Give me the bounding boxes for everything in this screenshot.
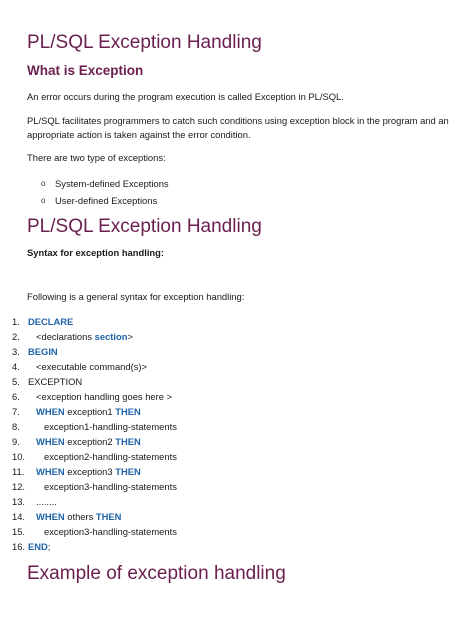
line-number: 1. [12,316,20,327]
code-keyword: WHEN [36,406,65,417]
code-token: > [127,331,133,342]
line-number: 15. [12,526,26,537]
code-token: ; [47,541,51,552]
line-number: 6. [12,391,20,402]
bullet-marker: o [41,179,46,188]
code-text [36,435,141,449]
line-number: 13. [12,496,26,507]
paragraph-description: PL/SQL facilitates programmers to catch such conditions using exception block in the program and an appropriate action is taken against the error condition. [27,115,449,140]
code-text [44,450,177,464]
line-number: 2. [12,331,20,342]
code-text [28,345,58,359]
code-keyword: BEGIN [28,346,58,357]
code-token: exception3 [64,466,116,477]
code-text [36,360,147,374]
line-number: 11. [12,466,25,477]
code-keyword: END [28,541,48,552]
code-token: others [64,511,96,522]
code-token: exception2-handling-statements [44,451,177,462]
section-heading-exception-handling: PL/SQL Exception Handling [27,216,262,237]
code-keyword: WHEN [36,436,65,447]
code-keyword: DECLARE [28,316,74,327]
list-item-text: System-defined Exceptions [55,178,169,189]
line-number: 10. [12,451,26,462]
code-keyword: THEN [115,466,141,477]
code-token: ........ [36,496,57,507]
code-keyword: section [94,331,128,342]
code-token: <declarations [36,331,95,342]
line-number: 4. [12,361,20,372]
line-number: 12. [12,481,26,492]
code-token: <exception handling goes here > [36,391,173,402]
line-number: 16. [12,541,26,552]
code-token: EXCEPTION [28,376,83,387]
line-number: 3. [12,346,20,357]
code-text [36,465,141,479]
code-keyword: WHEN [36,511,65,522]
code-text [36,510,121,524]
code-token: exception1-handling-statements [44,421,177,432]
code-keyword: THEN [115,406,141,417]
bullet-marker: o [41,196,46,205]
code-token: exception3-handling-statements [44,526,177,537]
code-keyword: WHEN [36,466,65,477]
code-text [28,540,50,554]
page-title: PL/SQL Exception Handling [27,32,262,53]
line-number: 5. [12,376,20,387]
list-item-text: User-defined Exceptions [55,195,158,206]
line-number: 9. [12,436,20,447]
code-text [44,420,177,434]
code-token: exception1 [64,406,116,417]
code-text [44,525,177,539]
code-text [36,330,133,344]
code-keyword: THEN [115,436,141,447]
syntax-label: Syntax for exception handling: [27,247,164,258]
code-keyword: THEN [95,511,122,522]
code-token: <executable command(s)> [36,361,147,372]
paragraph-definition: An error occurs during the program execution is called Exception in PL/SQL. [27,91,344,102]
code-text [36,495,57,509]
code-text [44,480,177,494]
code-token: exception2 [64,436,116,447]
paragraph-syntax-intro: Following is a general syntax for exception handling: [27,291,245,302]
line-number: 8. [12,421,20,432]
line-number: 14. [12,511,26,522]
code-token: exception3-handling-statements [44,481,177,492]
section-heading-example: Example of exception handling [27,563,286,584]
code-text [28,375,82,389]
section-heading-what-is-exception: What is Exception [27,63,144,78]
code-text [36,390,172,404]
code-text [36,405,141,419]
line-number: 7. [12,406,20,417]
code-text [28,315,73,329]
paragraph-types-intro: There are two type of exceptions: [27,152,166,163]
